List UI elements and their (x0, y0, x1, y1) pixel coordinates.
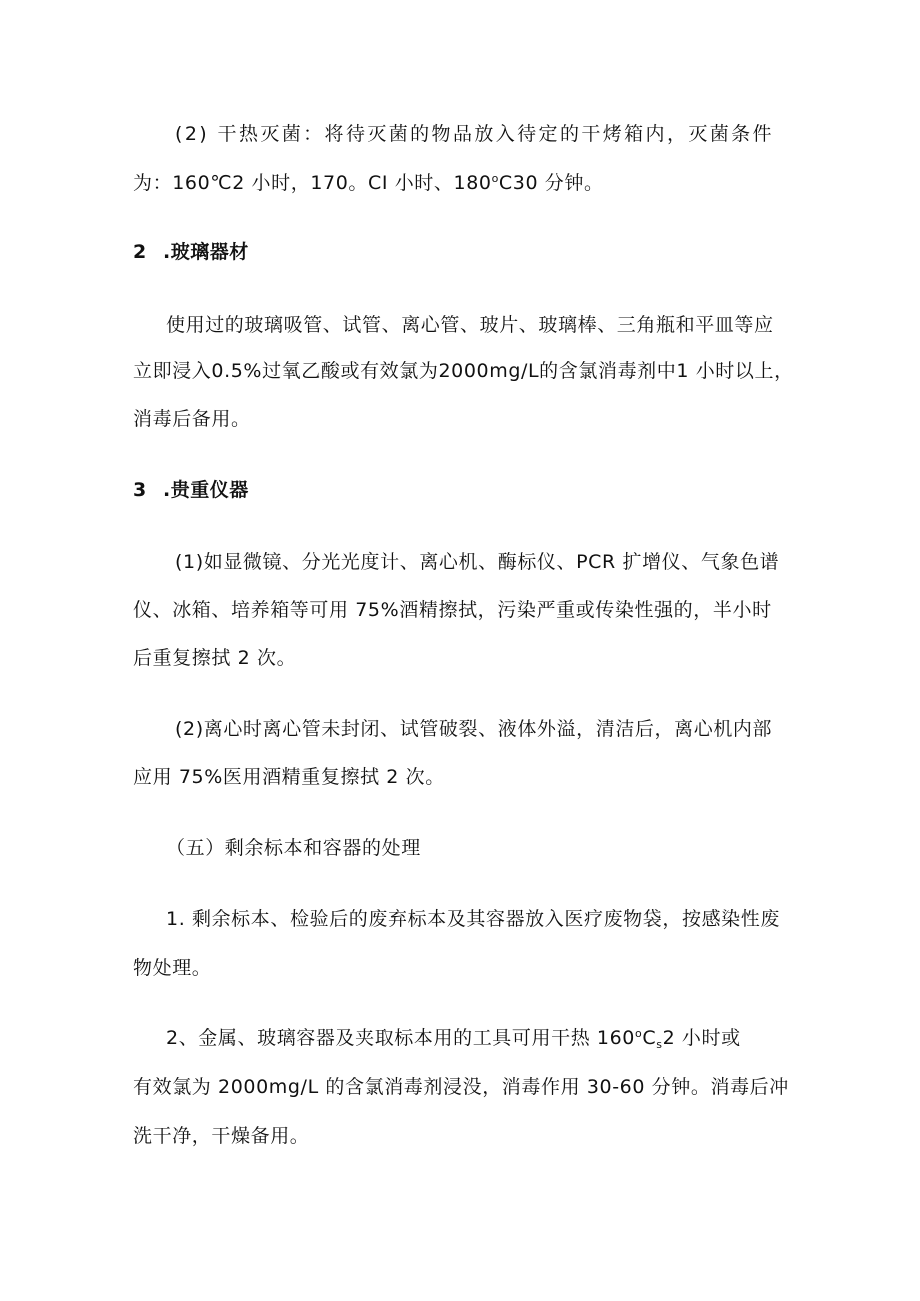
dry-heat-line-2: 为：160℃2 小时，170。CI 小时、180$^o$C30 分钟。 (133, 172, 604, 194)
section-2-number: 2 (133, 241, 147, 263)
section-2-heading (133, 239, 249, 265)
section-3-item-2-line-2: 应用 75%医用酒精重复擦拭 2 次。 (133, 766, 445, 788)
section-2-line-2: 立即浸入0.5%过氧乙酸或有效氯为2000mg/L的含氯消毒剂中1 小时以上， (133, 360, 794, 382)
section-3-number: 3 (133, 479, 147, 501)
section-3-item-1-line-2: 仪、冰箱、培养箱等可用 75%酒精擦拭，污染严重或传染性强的，半小时 (133, 599, 772, 621)
subscript-mark: s (656, 1038, 663, 1051)
section-5-item-2-line-1: 2、金属、玻璃容器及夹取标本用的工具可用干热 $160^oC_s2$ 小时或 (166, 1027, 741, 1051)
section-5-item-1-line-1: 1. 剩余标本、检验后的废弃标本及其容器放入医疗废物袋，按感染性废 (166, 908, 780, 930)
section-3-item-1-line-1: (1)如显微镜、分光光度计、离心机、酶标仪、PCR 扩增仪、气象色谱 (175, 551, 780, 573)
degree-mark: o (635, 1027, 643, 1040)
section-3-title: .贵重仪器 (163, 479, 249, 501)
section-2-title: .玻璃器材 (163, 241, 249, 263)
section-2-line-1: 使用过的玻璃吸管、试管、离心管、玻片、玻璃棒、三角瓶和平皿等应 (166, 314, 774, 336)
section-2-line-3: 消毒后备用。 (133, 408, 251, 430)
section-3-item-1-line-3: 后重复擦拭 2 次。 (133, 647, 297, 669)
section-5-item-1-line-2: 物处理。 (133, 957, 212, 979)
section-3-heading (133, 477, 249, 503)
section-5-item-2-line-2: 有效氯为 2000mg/L 的含氯消毒剂浸没，消毒作用 30-60 分钟。消毒后冲 (133, 1076, 789, 1098)
section-5-item-2-line-3: 洗干净，干燥备用。 (133, 1125, 310, 1147)
section-3-item-2-line-1: (2)离心时离心管未封闭、试管破裂、液体外溢，清洁后，离心机内部 (175, 718, 773, 740)
section-5-title: （五）剩余标本和容器的处理 (166, 837, 421, 859)
dry-heat-line-1: (2) 干热灭菌：将待灭菌的物品放入待定的干烤箱内，灭菌条件 (175, 123, 774, 145)
degree-mark: o (491, 172, 499, 185)
